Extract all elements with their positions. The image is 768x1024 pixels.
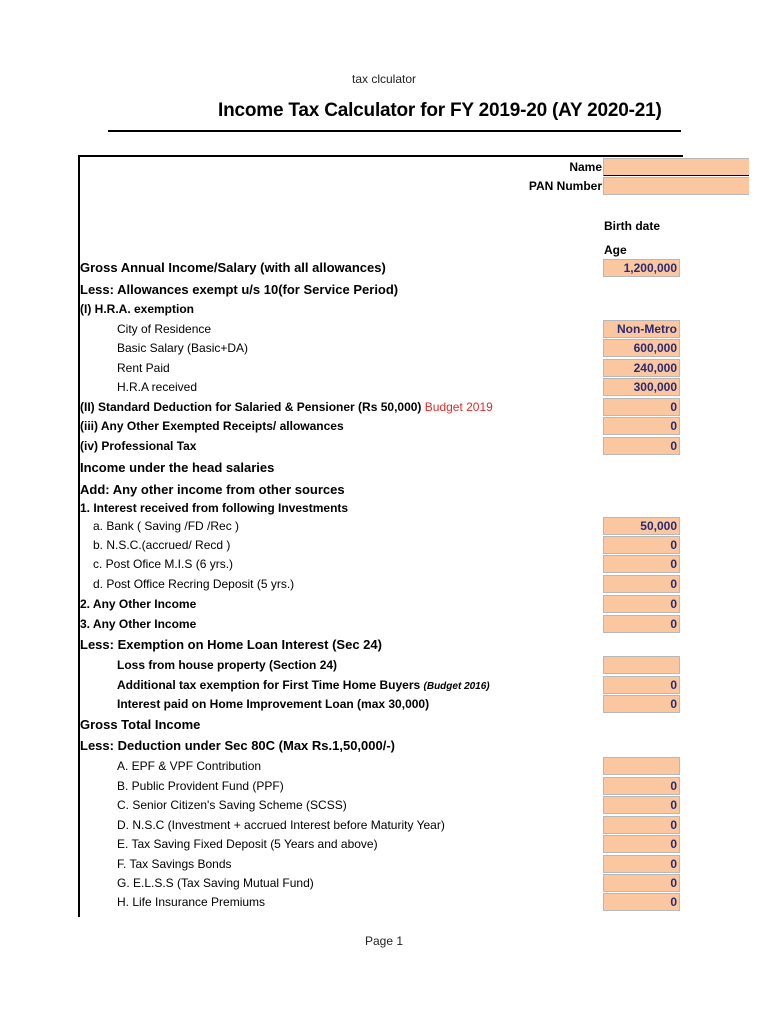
other-income-1-label: 2. Any Other Income (80, 597, 197, 611)
epf-input[interactable] (603, 757, 680, 775)
house-loss-label: Loss from house property (Section 24) (117, 658, 338, 672)
ppf-input[interactable]: 0 (603, 777, 680, 795)
first-home-input[interactable]: 0 (603, 676, 680, 694)
age-label: Age (604, 243, 627, 257)
title-area (108, 96, 681, 132)
pan-label: PAN Number (528, 179, 602, 193)
other-exempt-label: (iii) Any Other Exempted Receipts/ allowances (80, 419, 344, 433)
first-home-label: Additional tax exemption for First Time Home Buyers (117, 678, 421, 692)
rent-paid-input[interactable]: 240,000 (603, 359, 680, 377)
epf-label: A. EPF & VPF Contribution (117, 759, 262, 773)
name-input[interactable] (603, 158, 749, 176)
nsc2-label: D. N.S.C (Investment + accrued Interest before Maturity Year) (117, 818, 445, 832)
gross-income-label: Gross Annual Income/Salary (with all allowances) (80, 260, 386, 275)
bonds-label: F. Tax Savings Bonds (117, 857, 232, 871)
bank-interest-input[interactable]: 50,000 (603, 517, 680, 535)
hra-label: (I) H.R.A. exemption (80, 302, 195, 316)
nsc-input[interactable]: 0 (603, 536, 680, 554)
standard-deduction-label: (II) Standard Deduction for Salaried & Pensioner (Rs 50,000) (80, 400, 422, 414)
fd-label: E. Tax Saving Fixed Deposit (5 Years and above) (117, 837, 378, 851)
less-allowances-label: Less: Allowances exempt u/s 10(for Service Period) (80, 282, 399, 297)
house-loss-input[interactable] (603, 656, 680, 674)
scss-input[interactable]: 0 (603, 796, 680, 814)
other-income-2-label: 3. Any Other Income (80, 617, 197, 631)
first-home-row (117, 676, 490, 694)
page-title: Income Tax Calculator for FY 2019-20 (AY 2020-21) (218, 100, 662, 121)
pord-input[interactable]: 0 (603, 575, 680, 593)
standard-deduction-row (80, 398, 493, 416)
income-salaries-label: Income under the head salaries (80, 460, 275, 475)
improvement-loan-label: Interest paid on Home Improvement Loan (max 30,000) (117, 697, 430, 711)
sec80c-label: Less: Deduction under Sec 80C (Max Rs.1,50,000/-) (80, 738, 395, 753)
interest-received-label: 1. Interest received from following Investments (80, 501, 349, 515)
scss-label: C. Senior Citizen's Saving Scheme (SCSS) (117, 798, 347, 812)
page-number: Page 1 (364, 934, 404, 948)
pan-input[interactable] (603, 177, 749, 195)
hra-received-label: H.R.A received (117, 380, 198, 394)
budget-2019-note: Budget 2019 (424, 400, 493, 414)
city-select[interactable]: Non-Metro (603, 320, 680, 338)
bonds-input[interactable]: 0 (603, 855, 680, 873)
professional-tax-input[interactable]: 0 (603, 437, 680, 455)
improvement-loan-input[interactable]: 0 (603, 695, 680, 713)
page-header: tax clculator (351, 72, 417, 86)
birth-date-label: Birth date (604, 219, 661, 233)
pord-label: d. Post Office Recring Deposit (5 yrs.) (93, 577, 295, 591)
ppf-label: B. Public Provident Fund (PPF) (117, 779, 284, 793)
basic-salary-input[interactable]: 600,000 (603, 339, 680, 357)
fd-input[interactable]: 0 (603, 835, 680, 853)
elss-label: G. E.L.S.S (Tax Saving Mutual Fund) (117, 876, 314, 890)
name-label: Name (569, 160, 602, 174)
nsc-label: b. N.S.C.(accrued/ Recd ) (93, 538, 231, 552)
hra-received-input[interactable]: 300,000 (603, 378, 680, 396)
other-income-1-input[interactable]: 0 (603, 595, 680, 613)
professional-tax-label: (iv) Professional Tax (80, 439, 197, 453)
home-loan-label: Less: Exemption on Home Loan Interest (Sec 24) (80, 637, 382, 652)
pomis-label: c. Post Ofice M.I.S (6 yrs.) (93, 557, 234, 571)
basic-salary-label: Basic Salary (Basic+DA) (117, 341, 249, 355)
lic-input[interactable]: 0 (603, 893, 680, 911)
nsc2-input[interactable]: 0 (603, 816, 680, 834)
elss-input[interactable]: 0 (603, 874, 680, 892)
bank-interest-label: a. Bank ( Saving /FD /Rec ) (93, 519, 240, 533)
gross-total-label: Gross Total Income (80, 717, 201, 732)
city-label: City of Residence (117, 322, 212, 336)
other-income-2-input[interactable]: 0 (603, 615, 680, 633)
standard-deduction-input[interactable]: 0 (603, 398, 680, 416)
pomis-input[interactable]: 0 (603, 555, 680, 573)
lic-label: H. Life Insurance Premiums (117, 895, 266, 909)
other-sources-label: Add: Any other income from other sources (80, 482, 345, 497)
gross-income-input[interactable]: 1,200,000 (603, 259, 680, 277)
budget-2016-note: (Budget 2016) (423, 681, 490, 692)
other-exempt-input[interactable]: 0 (603, 417, 680, 435)
rent-paid-label: Rent Paid (117, 361, 170, 375)
